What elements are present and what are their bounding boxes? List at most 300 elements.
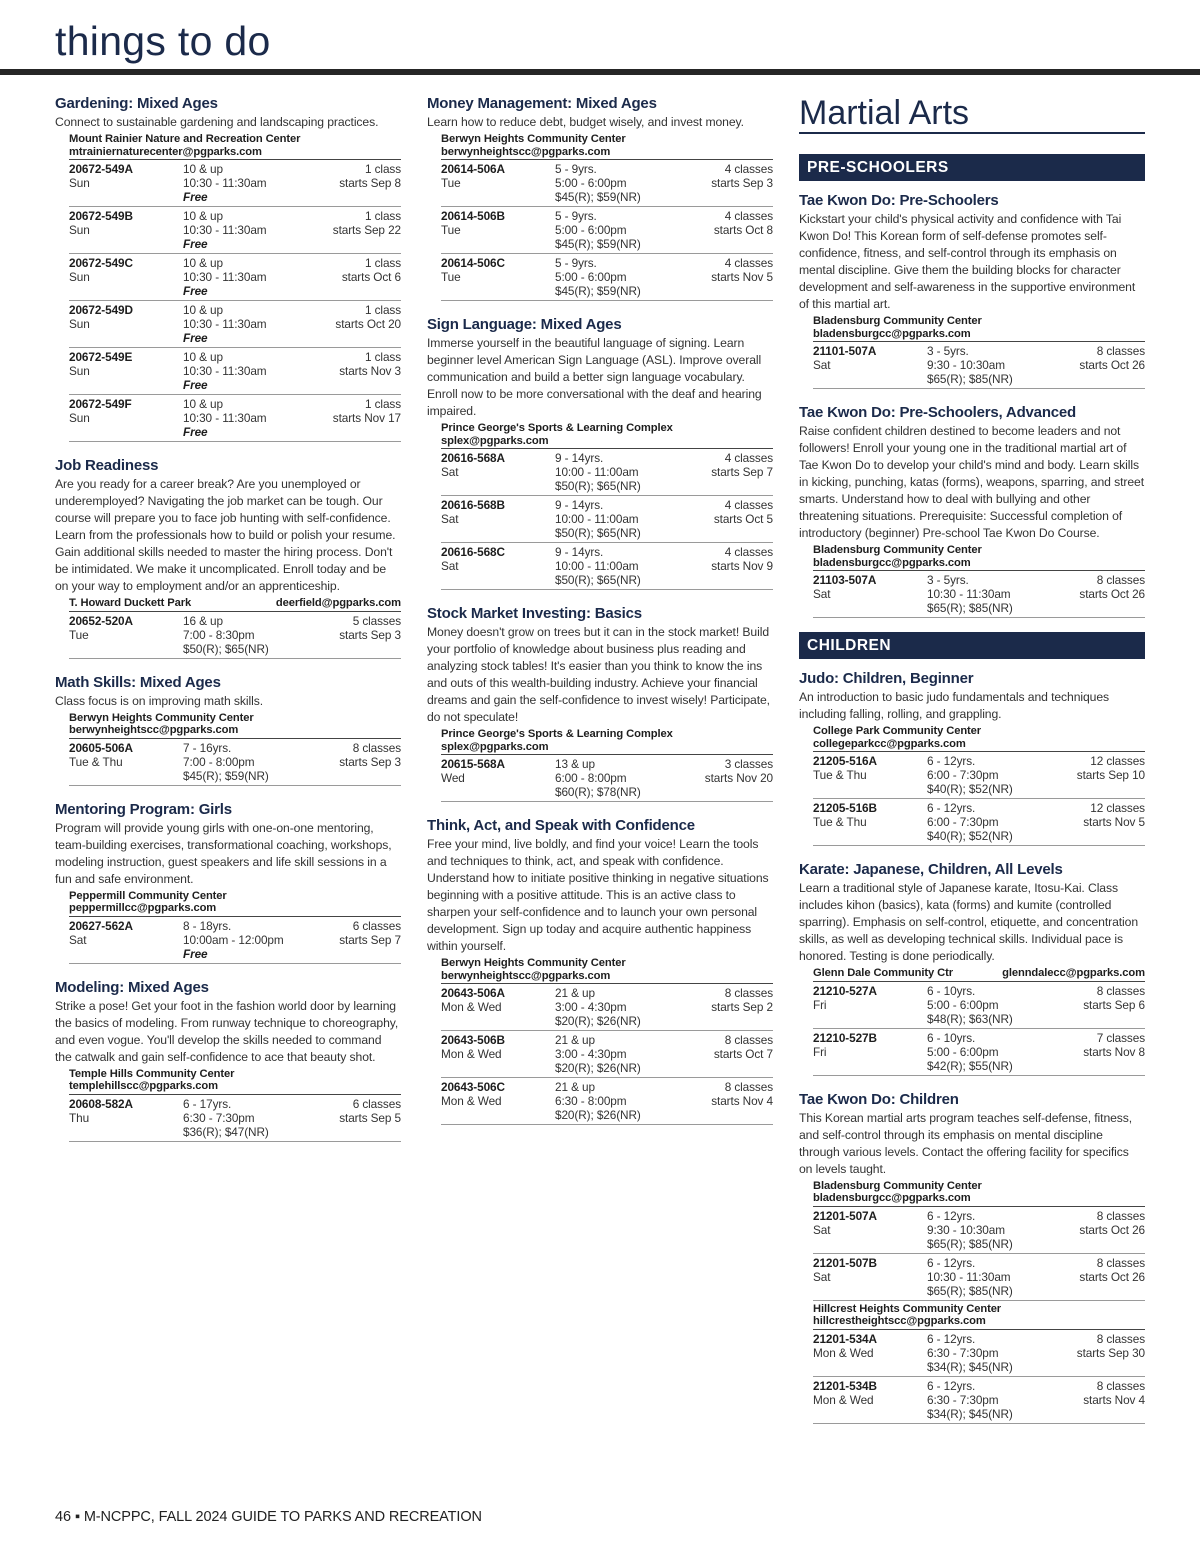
class-ages: 6 - 10yrs. [927,1030,976,1045]
class-record [813,1207,1145,1254]
program-description: An introduction to basic judo fundamentals and techniques including falling, rolling, and grappling. [799,690,1110,721]
class-days: Sat [813,587,831,601]
location-name: Prince George's Sports & Learning Complex [441,728,673,740]
class-time: 10:30 - 11:30am [183,176,267,190]
class-fee: Free [183,425,208,439]
class-fee: $60(R); $78(NR) [555,785,641,799]
class-fee: $34(R); $45(NR) [927,1406,1013,1421]
class-record [813,1254,1145,1301]
program-title: Tae Kwon Do: Pre-Schoolers [799,192,999,209]
class-record [441,207,773,254]
class-schedule [711,256,773,284]
class-fee: $65(R); $85(NR) [927,601,1013,615]
class-time: 6:00 - 7:30pm [927,815,999,829]
activity-code: 20672-549B [69,209,133,223]
class-fee: $50(R); $65(NR) [555,479,641,493]
program-listing [55,673,401,786]
class-ages: 10 & up [183,256,223,270]
class-time: 5:00 - 6:00pm [555,270,627,284]
class-ages: 6 - 12yrs. [927,801,976,815]
program-description: Raise confident children destined to become leaders and not followers! Enroll your young one in the traditional martial art of Tae Kwon Do to develop your child's mind and body. Learn skills in kicking, punching, katas (forms), weapons, sparring, and street smarts. Understand how to deal with bullying and other threatening situations. Prerequisite: Successful completion of introductory (beginner) Pre-school Tae Kwon Do Course. [799,424,1144,540]
class-fee: $65(R); $85(NR) [927,1283,1013,1298]
program-description: This Korean martial arts program teaches self-defense, fitness, and self-control through its emphasis on mental discipline through various levels. Contact the offering facility for specifics on levels taught. [799,1110,1133,1176]
class-schedule [705,757,773,785]
class-time: 6:30 - 8:00pm [555,1094,627,1108]
class-ages: 6 - 12yrs. [927,1208,976,1223]
class-fee: $20(R); $26(NR) [555,1061,641,1075]
activity-code: 20672-549C [69,256,133,270]
class-count: 8 classes [1096,1208,1145,1223]
class-start: starts Sep 3 [339,627,401,642]
class-schedule [711,986,773,1014]
class-count: 4 classes [724,256,773,270]
class-days: Sun [69,411,90,425]
page-footer: 46 ▪ M-NCPPC, FALL 2024 GUIDE TO PARKS AND RECREATION [55,1509,482,1525]
class-count: 1 class [364,209,401,223]
class-start: starts Nov 3 [339,364,401,378]
location-block [813,315,1145,342]
section-title: Martial Arts [799,94,970,132]
class-schedule [711,451,773,479]
class-start: starts Nov 20 [704,771,773,785]
class-code-cell [69,1097,183,1125]
location-email: templehillscc@pgparks.com [69,1080,218,1092]
program-listing [799,1090,1145,1424]
class-count: 8 classes [352,740,401,755]
location-email: splex@pgparks.com [441,740,549,753]
class-time: 6:30 - 7:30pm [183,1110,255,1125]
class-schedule [339,350,401,378]
class-count: 4 classes [724,498,773,512]
class-start: starts Oct 8 [713,223,773,237]
class-days: Sat [813,1269,831,1284]
class-time: 3:00 - 4:30pm [555,1000,627,1014]
program-description: Learn how to reduce debt, budget wisely, and invest money. [427,115,744,129]
class-fee: $42(R); $55(NR) [927,1058,1013,1073]
program-listing [799,403,1145,618]
class-count: 8 classes [724,1080,773,1094]
column-1 [55,94,401,1156]
activity-code: 20616-568A [441,451,505,465]
class-schedule [1083,801,1145,829]
class-time: 10:00 - 11:00am [555,512,639,526]
class-fee: $48(R); $63(NR) [927,1011,1013,1026]
class-code-cell [441,757,555,785]
class-days: Sun [69,317,90,331]
class-days: Sun [69,364,90,378]
class-start: starts Nov 4 [711,1094,773,1108]
class-time: 10:30 - 11:30am [927,1269,1011,1284]
class-ages: 9 - 14yrs. [555,498,604,512]
header-rule [0,69,1200,75]
class-time: 7:00 - 8:30pm [183,627,255,642]
class-count: 1 class [364,397,401,411]
class-record [69,160,401,207]
class-time: 5:00 - 6:00pm [555,223,627,237]
class-ages: 5 - 9yrs. [555,209,597,223]
class-schedule [1079,1256,1145,1284]
class-count: 12 classes [1090,754,1145,768]
program-title: Judo: Children, Beginner [799,670,974,687]
class-record [441,254,773,301]
class-code-cell [441,545,555,573]
activity-code: 21201-534B [813,1378,877,1393]
class-count: 4 classes [724,545,773,559]
program-description: Free your mind, live boldly, and find your voice! Learn the tools and techniques to think, act, and speak with confidence. Understand how to initiate positive thinking in negative situations beginning with a positive attitude. This is an active class to sharpen your self-confidence and to launch your own personal development. Sign up today and acquire authentic happiness within yourself. [427,837,769,953]
class-schedule [714,498,773,526]
class-schedule [1083,984,1145,1012]
class-time: 10:30 - 11:30am [183,270,267,284]
class-days: Tue [441,270,461,284]
class-code-cell [441,498,555,526]
activity-code: 20643-506B [441,1033,505,1047]
class-schedule [333,209,401,237]
class-ages: 10 & up [183,397,223,411]
class-fee: $50(R); $65(NR) [555,526,641,540]
class-code-cell [813,1031,927,1059]
class-days: Sat [813,1222,831,1237]
class-schedule [1077,754,1145,782]
program-description: Program will provide young girls with one-on-one mentoring, team-building exercises, transformational coaching, workshops, modeling instruction, guest speakers and life skill sessions in a fun and safe environment. [55,820,392,886]
program-title: Money Management: Mixed Ages [427,95,657,112]
class-schedule [1077,1332,1145,1360]
program-title: Modeling: Mixed Ages [55,978,209,996]
class-record [813,342,1145,389]
class-ages: 21 & up [555,1080,595,1094]
class-start: starts Nov 17 [332,411,401,425]
program-description: Learn a traditional style of Japanese karate, Itosu-Kai. Class includes kihon (basics), kata (forms) and kumite (controlled sparring). Emphasis on self-control, etiquette, and concentration skills, as well as developing technical skills. Individual pace is honored. Testing is done periodically. [799,881,1138,963]
class-record [813,799,1145,846]
activity-code: 20605-506A [69,740,133,755]
class-ages: 9 - 14yrs. [555,451,604,465]
location-email: bladensburgcc@pgparks.com [813,556,971,569]
location-name: Berwyn Heights Community Center [441,133,626,145]
class-start: starts Nov 5 [1083,815,1145,829]
location-block [69,890,401,917]
class-fee: $65(R); $85(NR) [927,372,1013,386]
class-code-cell [69,350,183,378]
location-email: berwynheightscc@pgparks.com [441,145,611,158]
location-name: College Park Community Center [813,725,982,737]
program-description: Strike a pose! Get your foot in the fashion world door by learning the basics of modeling. From runway technique to choreography, and even vogue. You'll develop the skills needed to command the catwalk and gain self-confidence to ace that beauty shot. [55,998,399,1064]
class-fee: Free [183,237,208,251]
program-listing [55,456,401,659]
class-fee: $45(R); $59(NR) [555,284,641,298]
class-record [441,449,773,496]
class-record [813,1029,1145,1076]
class-time: 3:00 - 4:30pm [555,1047,627,1061]
class-time: 10:30 - 11:30am [183,223,267,237]
class-schedule [333,397,401,425]
class-days: Mon & Wed [441,1094,502,1108]
location-name: Prince George's Sports & Learning Complex [441,422,673,434]
class-code-cell [813,801,927,829]
class-days: Tue & Thu [813,815,867,829]
class-time: 10:30 - 11:30am [183,364,267,378]
class-days: Sun [69,270,90,284]
class-code-cell [69,303,183,331]
activity-code: 20672-549E [69,350,133,364]
class-start: starts Sep 30 [1076,1345,1145,1360]
class-schedule [335,303,401,331]
class-fee: $50(R); $65(NR) [183,641,269,656]
activity-code: 21103-507A [813,573,877,587]
location-block [441,422,773,449]
class-code-cell [69,256,183,284]
program-listing [427,816,773,1125]
class-record [441,984,773,1031]
class-record [69,254,401,301]
band-children: CHILDREN [799,632,1145,659]
class-count: 4 classes [724,162,773,176]
class-count: 6 classes [352,918,401,933]
program-description: Immerse yourself in the beautiful language of signing. Learn beginner level American Sign Language (ASL). Improve overall communication and build a better sign language vocabulary. Enroll now to be more conversational with the deaf and hearing impaired. [427,336,762,418]
class-code-cell [441,1080,555,1108]
class-fee: Free [183,331,208,345]
class-fee: $40(R); $52(NR) [927,782,1013,796]
location-email: mtrainiernaturecenter@pgparks.com [69,145,262,158]
class-code-cell [813,984,927,1012]
activity-code: 20615-568A [441,757,505,771]
class-fee: $40(R); $52(NR) [927,829,1013,843]
class-record [813,982,1145,1029]
class-time: 6:30 - 7:30pm [927,1392,999,1407]
class-schedule [339,919,401,947]
class-time: 6:30 - 7:30pm [927,1345,999,1360]
class-schedule [711,162,773,190]
class-time: 5:00 - 6:00pm [927,1044,999,1059]
program-title: Tae Kwon Do: Pre-Schoolers, Advanced [799,404,1077,421]
class-record [69,917,401,964]
program-description: Kickstart your child's physical activity and confidence with Tai Kwon Do! This Korean form of self-defense promotes self-confidence, fitness, and self-control through its emphasis on mental discipline. Give them the building blocks for character development and self-awareness in the supportive environment of this martial art. [799,212,1136,311]
program-description: Money doesn't grow on trees but it can in the stock market! Build your portfolio of knowledge about business plus reading and analyzing stock tables! It's easier than you think to know the ins and outs of this wealth-building industry. Achieve your financial dreams and gain the self-confidence to invest wisely! Participate, do not speculate! [427,625,770,724]
location-block [69,1068,401,1095]
class-record [441,1031,773,1078]
location-email: berwynheightscc@pgparks.com [441,969,611,982]
activity-code: 21201-507B [813,1255,877,1270]
activity-code: 20608-582A [69,1096,133,1111]
location-name: Bladensburg Community Center [813,1179,982,1192]
class-fee: Free [183,946,208,961]
class-ages: 10 & up [183,162,223,176]
class-days: Mon & Wed [813,1392,874,1407]
class-record [69,612,401,659]
class-start: starts Sep 5 [339,1110,401,1125]
class-record [441,543,773,590]
location-block [813,1303,1145,1330]
class-record [69,739,401,786]
class-days: Mon & Wed [813,1345,874,1360]
class-schedule [714,209,773,237]
location-name: T. Howard Duckett Park [69,597,192,609]
class-ages: 9 - 14yrs. [555,545,604,559]
class-days: Fri [813,997,827,1012]
location-name: Bladensburg Community Center [813,315,982,327]
program-description: Are you ready for a career break? Are you unemployed or underemployed? Navigating the job market can be tough. Our course will prepare you to face job hunting with self-confidence. Learn from the professionals how to build or polish your resume. Gain additional skills needed to master the hiring process. Don't be intimidated. We make it uncomplicated. Enroll today and be on your way to employment and/or an apprenticeship. [55,477,396,593]
class-ages: 10 & up [183,350,223,364]
location-block [813,1180,1145,1207]
class-fee: $20(R); $26(NR) [555,1014,641,1028]
class-days: Tue [441,176,461,190]
location-email: bladensburgcc@pgparks.com [813,1192,971,1204]
class-fee: Free [183,378,208,392]
class-days: Tue & Thu [813,768,867,782]
class-code-cell [813,1379,927,1407]
program-title: Mentoring Program: Girls [55,800,232,818]
location-email: glenndalecc@pgparks.com [1002,967,1145,979]
program-listing [55,800,401,964]
class-code-cell [69,397,183,425]
class-start: starts Nov 4 [1083,1392,1145,1407]
location-block [813,725,1145,752]
class-fee: $45(R); $59(NR) [183,768,269,783]
program-listing [55,978,401,1142]
class-schedule [711,1080,773,1108]
program-description: Class focus is on improving math skills. [55,693,263,708]
class-fee: $36(R); $47(NR) [183,1124,269,1139]
class-ages: 5 - 9yrs. [555,256,597,270]
activity-code: 21201-507A [813,1208,877,1223]
class-schedule [1079,344,1145,372]
location-block [69,597,401,612]
class-days: Tue [441,223,461,237]
class-days: Thu [69,1110,90,1125]
class-time: 10:30 - 11:30am [183,411,267,425]
class-time: 5:00 - 6:00pm [555,176,627,190]
class-count: 8 classes [1096,344,1145,358]
class-days: Sat [441,465,459,479]
program-title: Stock Market Investing: Basics [427,605,642,622]
location-block [441,728,773,755]
location-block [813,544,1145,571]
activity-code: 21205-516B [813,801,877,815]
program-listing [799,860,1145,1076]
class-record [69,301,401,348]
class-count: 8 classes [1096,1255,1145,1270]
program-listing [427,315,773,590]
class-record [813,1377,1145,1424]
class-days: Wed [441,771,465,785]
location-email: bladensburgcc@pgparks.com [813,327,971,340]
location-email: splex@pgparks.com [441,434,549,447]
column-2 [427,94,773,1139]
class-count: 8 classes [1096,1378,1145,1393]
class-count: 8 classes [1096,983,1145,998]
class-code-cell [69,162,183,190]
location-name: Peppermill Community Center [69,889,227,902]
activity-code: 21101-507A [813,344,877,358]
class-time: 10:00am - 12:00pm [183,932,284,947]
class-days: Tue & Thu [69,754,123,769]
activity-code: 20614-506B [441,209,505,223]
class-days: Mon & Wed [441,1047,502,1061]
class-record [813,1330,1145,1377]
activity-code: 20616-568C [441,545,505,559]
program-listing [799,669,1145,846]
class-time: 10:30 - 11:30am [183,317,267,331]
activity-code: 20643-506A [441,986,505,1000]
class-ages: 3 - 5yrs. [927,573,969,587]
class-start: starts Sep 2 [711,1000,773,1014]
class-count: 8 classes [724,1033,773,1047]
class-count: 4 classes [724,209,773,223]
class-code-cell [441,256,555,284]
activity-code: 20614-506C [441,256,505,270]
program-title: Math Skills: Mixed Ages [55,673,221,691]
class-fee: $45(R); $59(NR) [555,190,641,204]
program-listing [427,94,773,301]
class-record [813,571,1145,618]
location-block [813,967,1145,982]
class-time: 10:00 - 11:00am [555,559,639,573]
location-name: Berwyn Heights Community Center [441,957,626,969]
class-record [69,395,401,442]
location-name: Glenn Dale Community Ctr [813,967,953,979]
class-time: 10:30 - 11:30am [927,587,1011,601]
class-days: Sat [813,358,831,372]
program-title: Karate: Japanese, Children, All Levels [799,861,1063,878]
class-schedule [1079,1209,1145,1237]
location-email: berwynheightscc@pgparks.com [69,724,239,736]
class-start: starts Oct 26 [1079,587,1145,601]
class-start: starts Sep 22 [332,223,401,237]
class-start: starts Sep 7 [339,932,401,947]
class-start: starts Oct 7 [713,1047,773,1061]
program-listing [799,191,1145,389]
location-block [441,957,773,984]
activity-code: 20672-549F [69,397,132,411]
class-record [441,755,773,802]
class-record [69,348,401,395]
class-count: 1 class [364,303,401,317]
class-time: 6:00 - 7:30pm [927,768,999,782]
class-start: starts Oct 20 [335,317,401,331]
class-start: starts Sep 8 [339,176,401,190]
class-schedule [1079,573,1145,601]
class-start: starts Sep 6 [1083,997,1145,1012]
class-count: 8 classes [1096,1331,1145,1346]
class-ages: 6 - 10yrs. [927,983,976,998]
class-count: 5 classes [352,613,401,628]
class-code-cell [69,741,183,769]
program-listing [55,94,401,442]
class-count: 1 class [364,256,401,270]
class-start: starts Sep 3 [711,176,773,190]
class-days: Sun [69,223,90,237]
band-preschoolers: PRE-SCHOOLERS [799,154,1145,181]
activity-code: 20652-520A [69,613,133,628]
class-start: starts Oct 26 [1079,358,1145,372]
location-name: Mount Rainier Nature and Recreation Center [69,133,301,145]
class-code-cell [69,209,183,237]
activity-code: 21210-527A [813,983,877,998]
class-time: 5:00 - 6:00pm [927,997,999,1012]
class-start: starts Oct 5 [713,512,773,526]
activity-code: 21205-516A [813,754,877,768]
class-ages: 10 & up [183,209,223,223]
class-schedule [339,614,401,642]
class-start: starts Nov 9 [711,559,773,573]
class-count: 8 classes [724,986,773,1000]
class-fee: Free [183,190,208,204]
class-days: Sat [69,932,87,947]
class-start: starts Sep 10 [1076,768,1145,782]
class-time: 9:30 - 10:30am [927,358,1005,372]
class-code-cell [441,162,555,190]
column-3 [799,94,1145,1438]
class-code-cell [441,451,555,479]
class-time: 10:00 - 11:00am [555,465,639,479]
